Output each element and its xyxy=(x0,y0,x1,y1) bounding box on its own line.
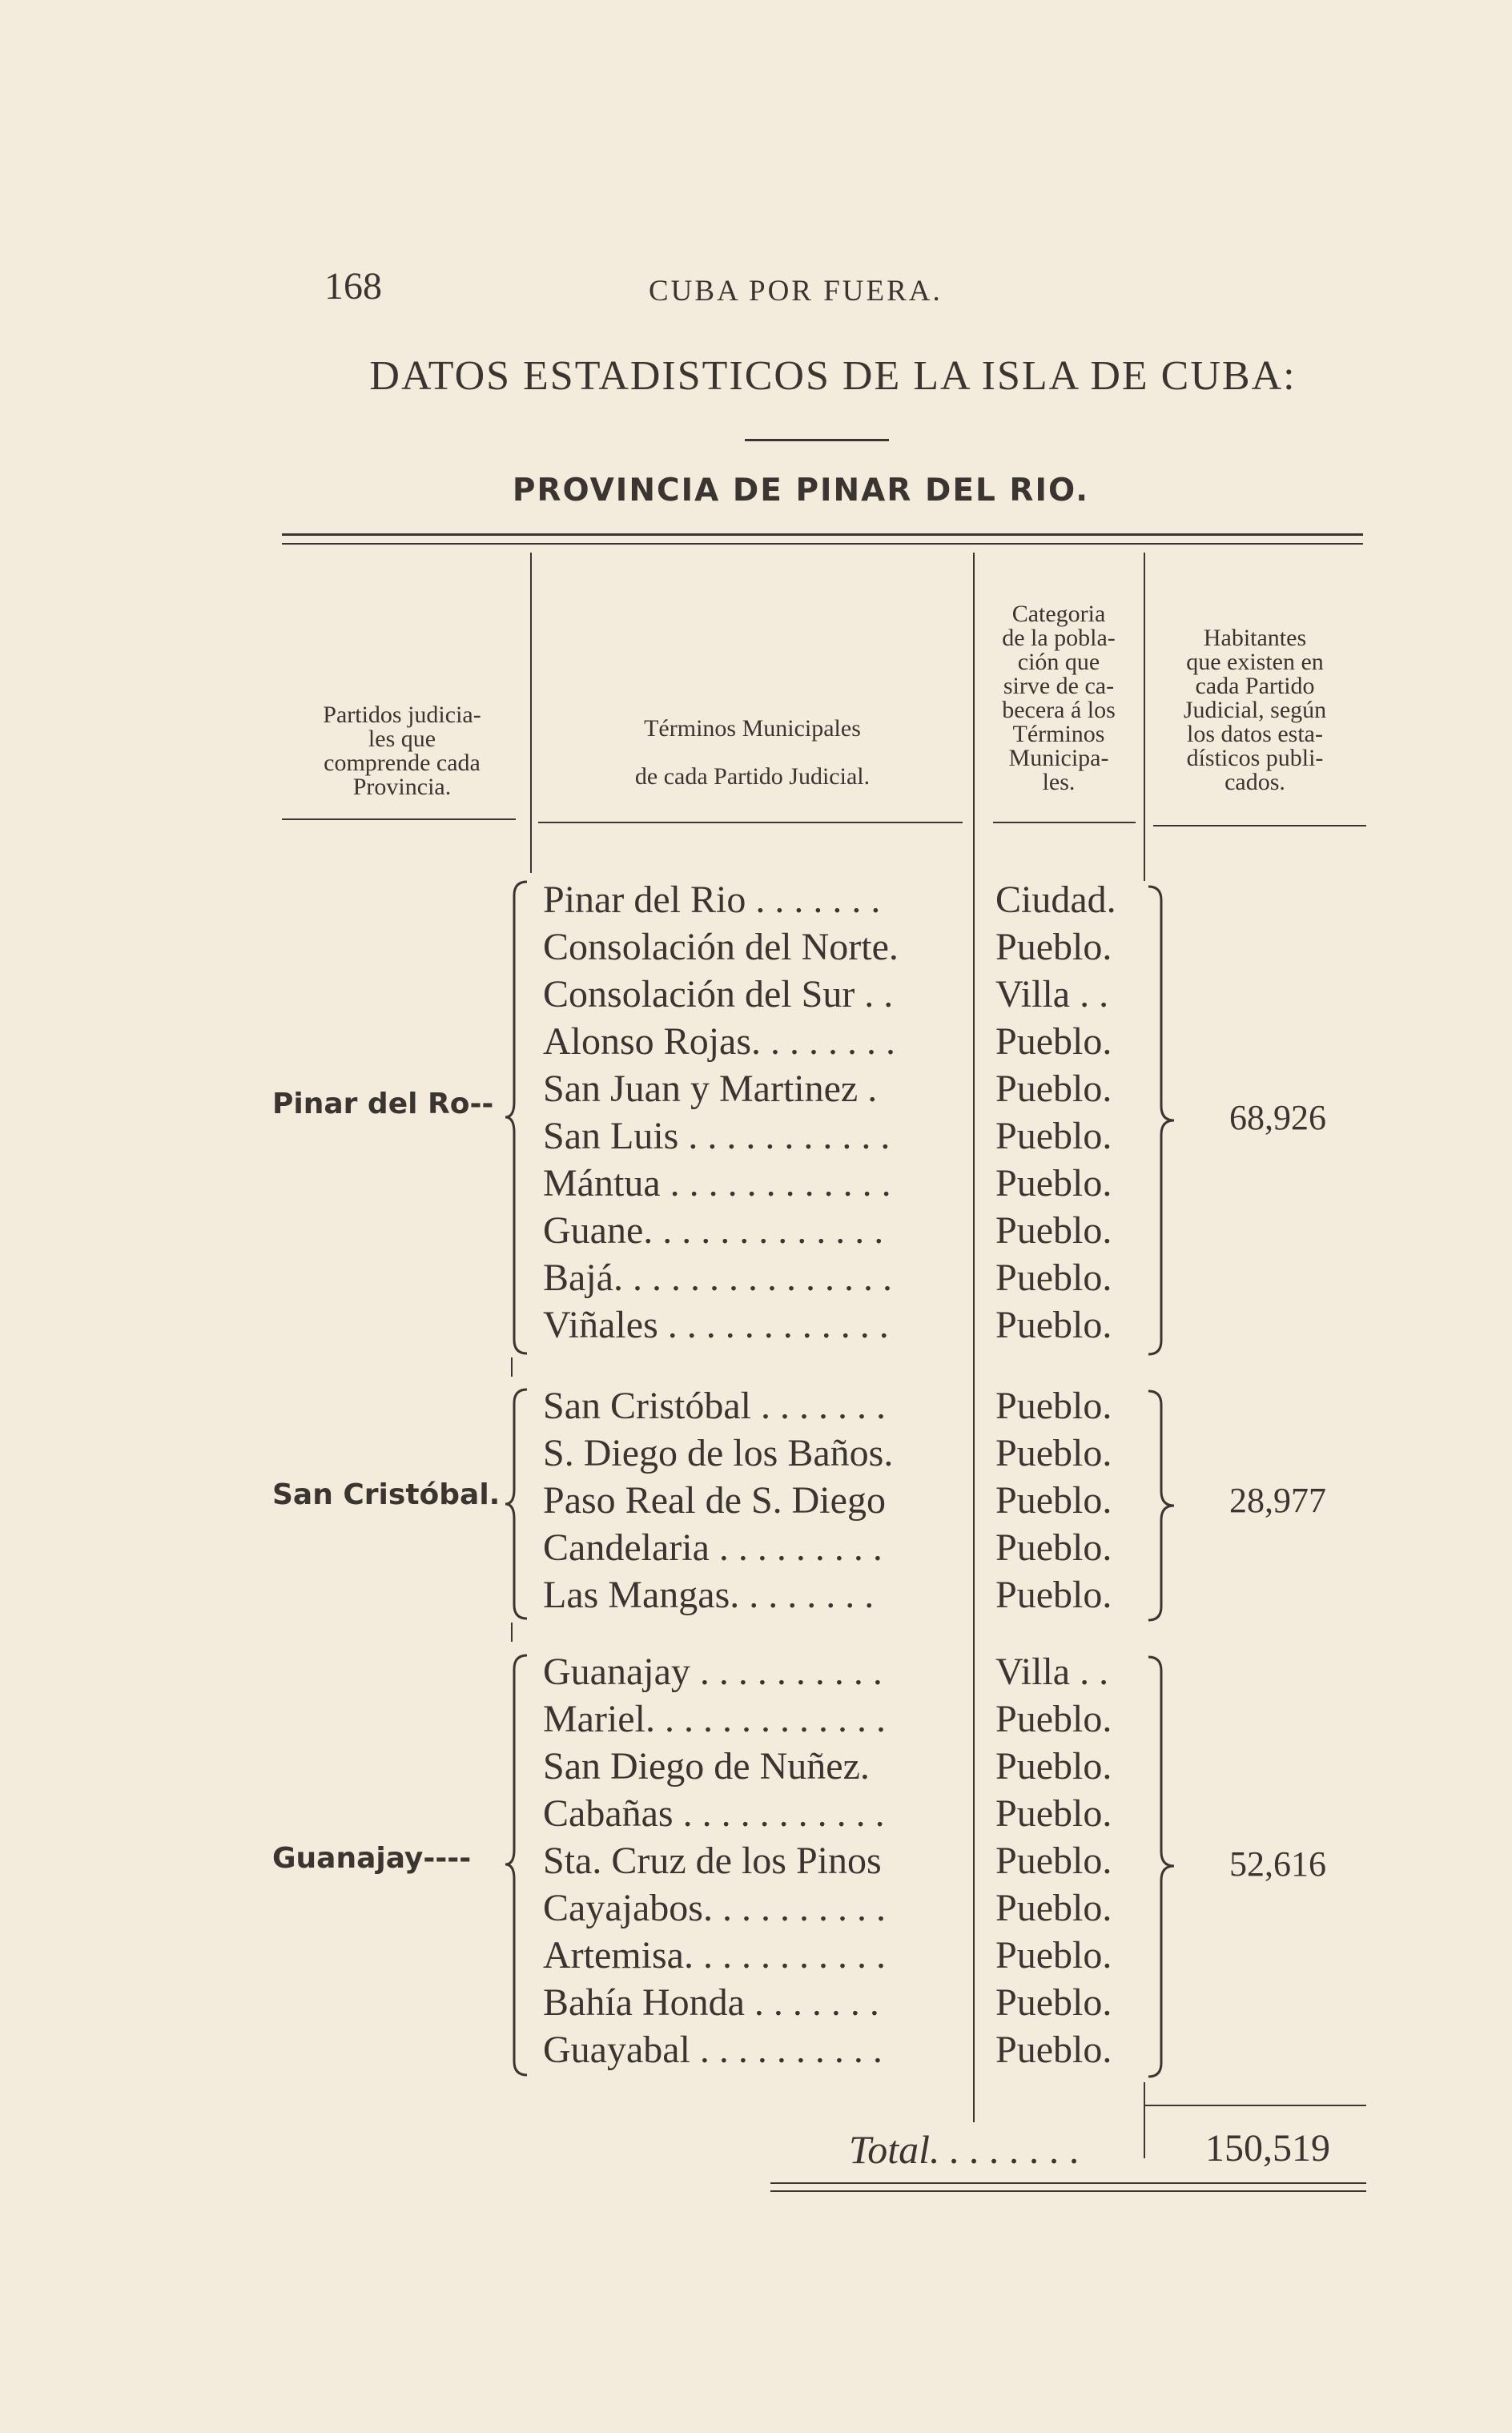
partido-habitantes: 52,616 xyxy=(1229,1844,1326,1884)
termino-categoria: Pueblo. xyxy=(995,1745,1112,1788)
header-categoria xyxy=(975,602,1142,794)
connector-tick xyxy=(511,1357,513,1377)
page-title: DATOS ESTADISTICOS DE LA ISLA DE CUBA: xyxy=(369,353,1297,399)
termino-name: Guanajay . . . . . . . . . . xyxy=(543,1651,883,1693)
termino-categoria: Pueblo. xyxy=(995,1574,1112,1616)
termino-name: Guane. . . . . . . . . . . . . xyxy=(543,1209,884,1252)
termino-name: San Cristóbal . . . . . . . xyxy=(543,1385,886,1427)
total-top-rule xyxy=(1145,2105,1366,2106)
column-divider-3 xyxy=(1144,553,1145,881)
header-habitantes-line: cados. xyxy=(1224,769,1285,795)
total-bottom-rule-second xyxy=(770,2190,1366,2192)
termino-name: Las Mangas. . . . . . . . xyxy=(543,1574,875,1616)
termino-name: Paso Real de S. Diego xyxy=(543,1479,886,1522)
termino-categoria: Villa . . xyxy=(995,1651,1109,1693)
header-partidos-line: comprende cada xyxy=(324,750,481,776)
termino-name: San Diego de Nuñez. xyxy=(543,1745,870,1788)
header-habitantes-line: los datos esta- xyxy=(1187,721,1323,747)
right-brace xyxy=(1144,884,1179,1357)
header-terminos-line: de cada Partido Judicial. xyxy=(634,763,871,790)
header-categoria-line: sirve de ca- xyxy=(1003,673,1115,699)
termino-name: Bahía Honda . . . . . . . xyxy=(543,1981,879,2024)
partido-name: Pinar del Ro-- xyxy=(272,1088,494,1120)
termino-categoria: Pueblo. xyxy=(995,926,1112,968)
termino-categoria: Pueblo. xyxy=(995,1887,1112,1929)
termino-name: Sta. Cruz de los Pinos xyxy=(543,1840,882,1882)
termino-categoria: Pueblo. xyxy=(995,1115,1112,1157)
partido-habitantes: 68,926 xyxy=(1229,1098,1326,1137)
header-partidos-line: Provincia. xyxy=(352,774,452,800)
termino-name: Pinar del Rio . . . . . . . xyxy=(543,879,881,921)
header-categoria-line: ción que xyxy=(1017,649,1100,675)
termino-categoria: Pueblo. xyxy=(995,1981,1112,2024)
header-categoria-line: les. xyxy=(1042,769,1076,795)
header-habitantes-line: Judicial, según xyxy=(1183,697,1327,723)
termino-name: Mántua . . . . . . . . . . . . xyxy=(543,1162,891,1204)
header-underline-1 xyxy=(282,818,516,820)
total-bottom-rule xyxy=(770,2182,1366,2184)
termino-categoria: Pueblo. xyxy=(995,1162,1112,1204)
header-categoria-line: de la pobla- xyxy=(1002,625,1116,651)
termino-categoria: Pueblo. xyxy=(995,1209,1112,1252)
termino-categoria: Pueblo. xyxy=(995,1479,1112,1522)
partido-name: San Cristóbal. xyxy=(272,1478,501,1511)
header-categoria-line: Categoria xyxy=(1011,601,1106,627)
top-rule-second xyxy=(282,543,1363,545)
termino-name: S. Diego de los Baños. xyxy=(543,1432,894,1474)
termino-name: Alonso Rojas. . . . . . . . xyxy=(543,1020,896,1063)
termino-categoria: Pueblo. xyxy=(995,1432,1112,1474)
termino-name: Bajá. . . . . . . . . . . . . . . xyxy=(543,1257,892,1299)
termino-categoria: Pueblo. xyxy=(995,1068,1112,1110)
running-title: CUBA POR FUERA. xyxy=(649,275,943,308)
termino-categoria: Pueblo. xyxy=(995,1792,1112,1835)
header-habitantes-line: Habitantes xyxy=(1203,625,1307,651)
page-number: 168 xyxy=(324,265,382,308)
termino-name: Guayabal . . . . . . . . . . xyxy=(543,2029,883,2071)
termino-name: Consolación del Norte. xyxy=(543,926,899,968)
header-terminos-line: Términos Municipales xyxy=(644,715,861,742)
header-partidos-line: les que xyxy=(368,726,436,752)
termino-name: Mariel. . . . . . . . . . . . . xyxy=(543,1698,886,1740)
column-divider-1 xyxy=(530,553,532,873)
top-rule xyxy=(282,533,1363,536)
termino-categoria: Pueblo. xyxy=(995,1934,1112,1977)
total-value: 150,519 xyxy=(1205,2127,1330,2170)
termino-name: Cayajabos. . . . . . . . . . xyxy=(543,1887,886,1929)
termino-name: Artemisa. . . . . . . . . . . xyxy=(543,1934,886,1977)
partido-name: Guanajay---- xyxy=(272,1842,472,1875)
termino-name: Consolación del Sur . . xyxy=(543,973,894,1015)
termino-categoria: Pueblo. xyxy=(995,1698,1112,1740)
header-categoria-line: Términos xyxy=(1012,721,1105,747)
termino-categoria: Ciudad. xyxy=(995,879,1116,921)
termino-name: San Juan y Martinez . xyxy=(543,1068,878,1110)
header-partidos-line: Partidos judicia- xyxy=(323,702,481,728)
partido-habitantes: 28,977 xyxy=(1229,1481,1326,1520)
column-divider-2 xyxy=(973,553,975,2122)
title-divider xyxy=(745,439,889,441)
right-brace xyxy=(1144,1655,1179,2079)
header-habitantes-line: cada Partido xyxy=(1195,673,1315,699)
header-categoria-line: becera á los xyxy=(1002,697,1116,723)
termino-name: Cabañas . . . . . . . . . . . xyxy=(543,1792,885,1835)
termino-categoria: Pueblo. xyxy=(995,1840,1112,1882)
header-habitantes-line: dísticos publi- xyxy=(1186,745,1324,771)
termino-categoria: Pueblo. xyxy=(995,2029,1112,2071)
termino-categoria: Villa . . xyxy=(995,973,1109,1015)
termino-categoria: Pueblo. xyxy=(995,1257,1112,1299)
connector-tick xyxy=(511,1623,513,1642)
termino-categoria: Pueblo. xyxy=(995,1304,1112,1346)
province-heading: PROVINCIA DE PINAR DEL RIO. xyxy=(512,473,1090,509)
left-brace xyxy=(503,879,535,1356)
header-underline-2 xyxy=(538,822,963,823)
termino-name: San Luis . . . . . . . . . . . xyxy=(543,1115,891,1157)
termino-categoria: Pueblo. xyxy=(995,1385,1112,1427)
header-partidos xyxy=(282,703,522,799)
header-underline-4 xyxy=(1153,825,1366,826)
termino-name: Candelaria . . . . . . . . . xyxy=(543,1526,883,1569)
column-divider-total xyxy=(1144,2082,1145,2158)
right-brace xyxy=(1144,1389,1179,1623)
header-terminos xyxy=(538,705,967,801)
header-habitantes-line: que existen en xyxy=(1186,649,1324,675)
left-brace xyxy=(503,1653,535,2077)
header-categoria-line: Municipa- xyxy=(1008,745,1109,771)
total-label: Total. . . . . . . . xyxy=(849,2127,1080,2172)
header-habitantes xyxy=(1147,626,1363,794)
termino-categoria: Pueblo. xyxy=(995,1020,1112,1063)
left-brace xyxy=(503,1387,535,1621)
termino-name: Viñales . . . . . . . . . . . . xyxy=(543,1304,889,1346)
termino-categoria: Pueblo. xyxy=(995,1526,1112,1569)
header-underline-3 xyxy=(993,822,1136,823)
